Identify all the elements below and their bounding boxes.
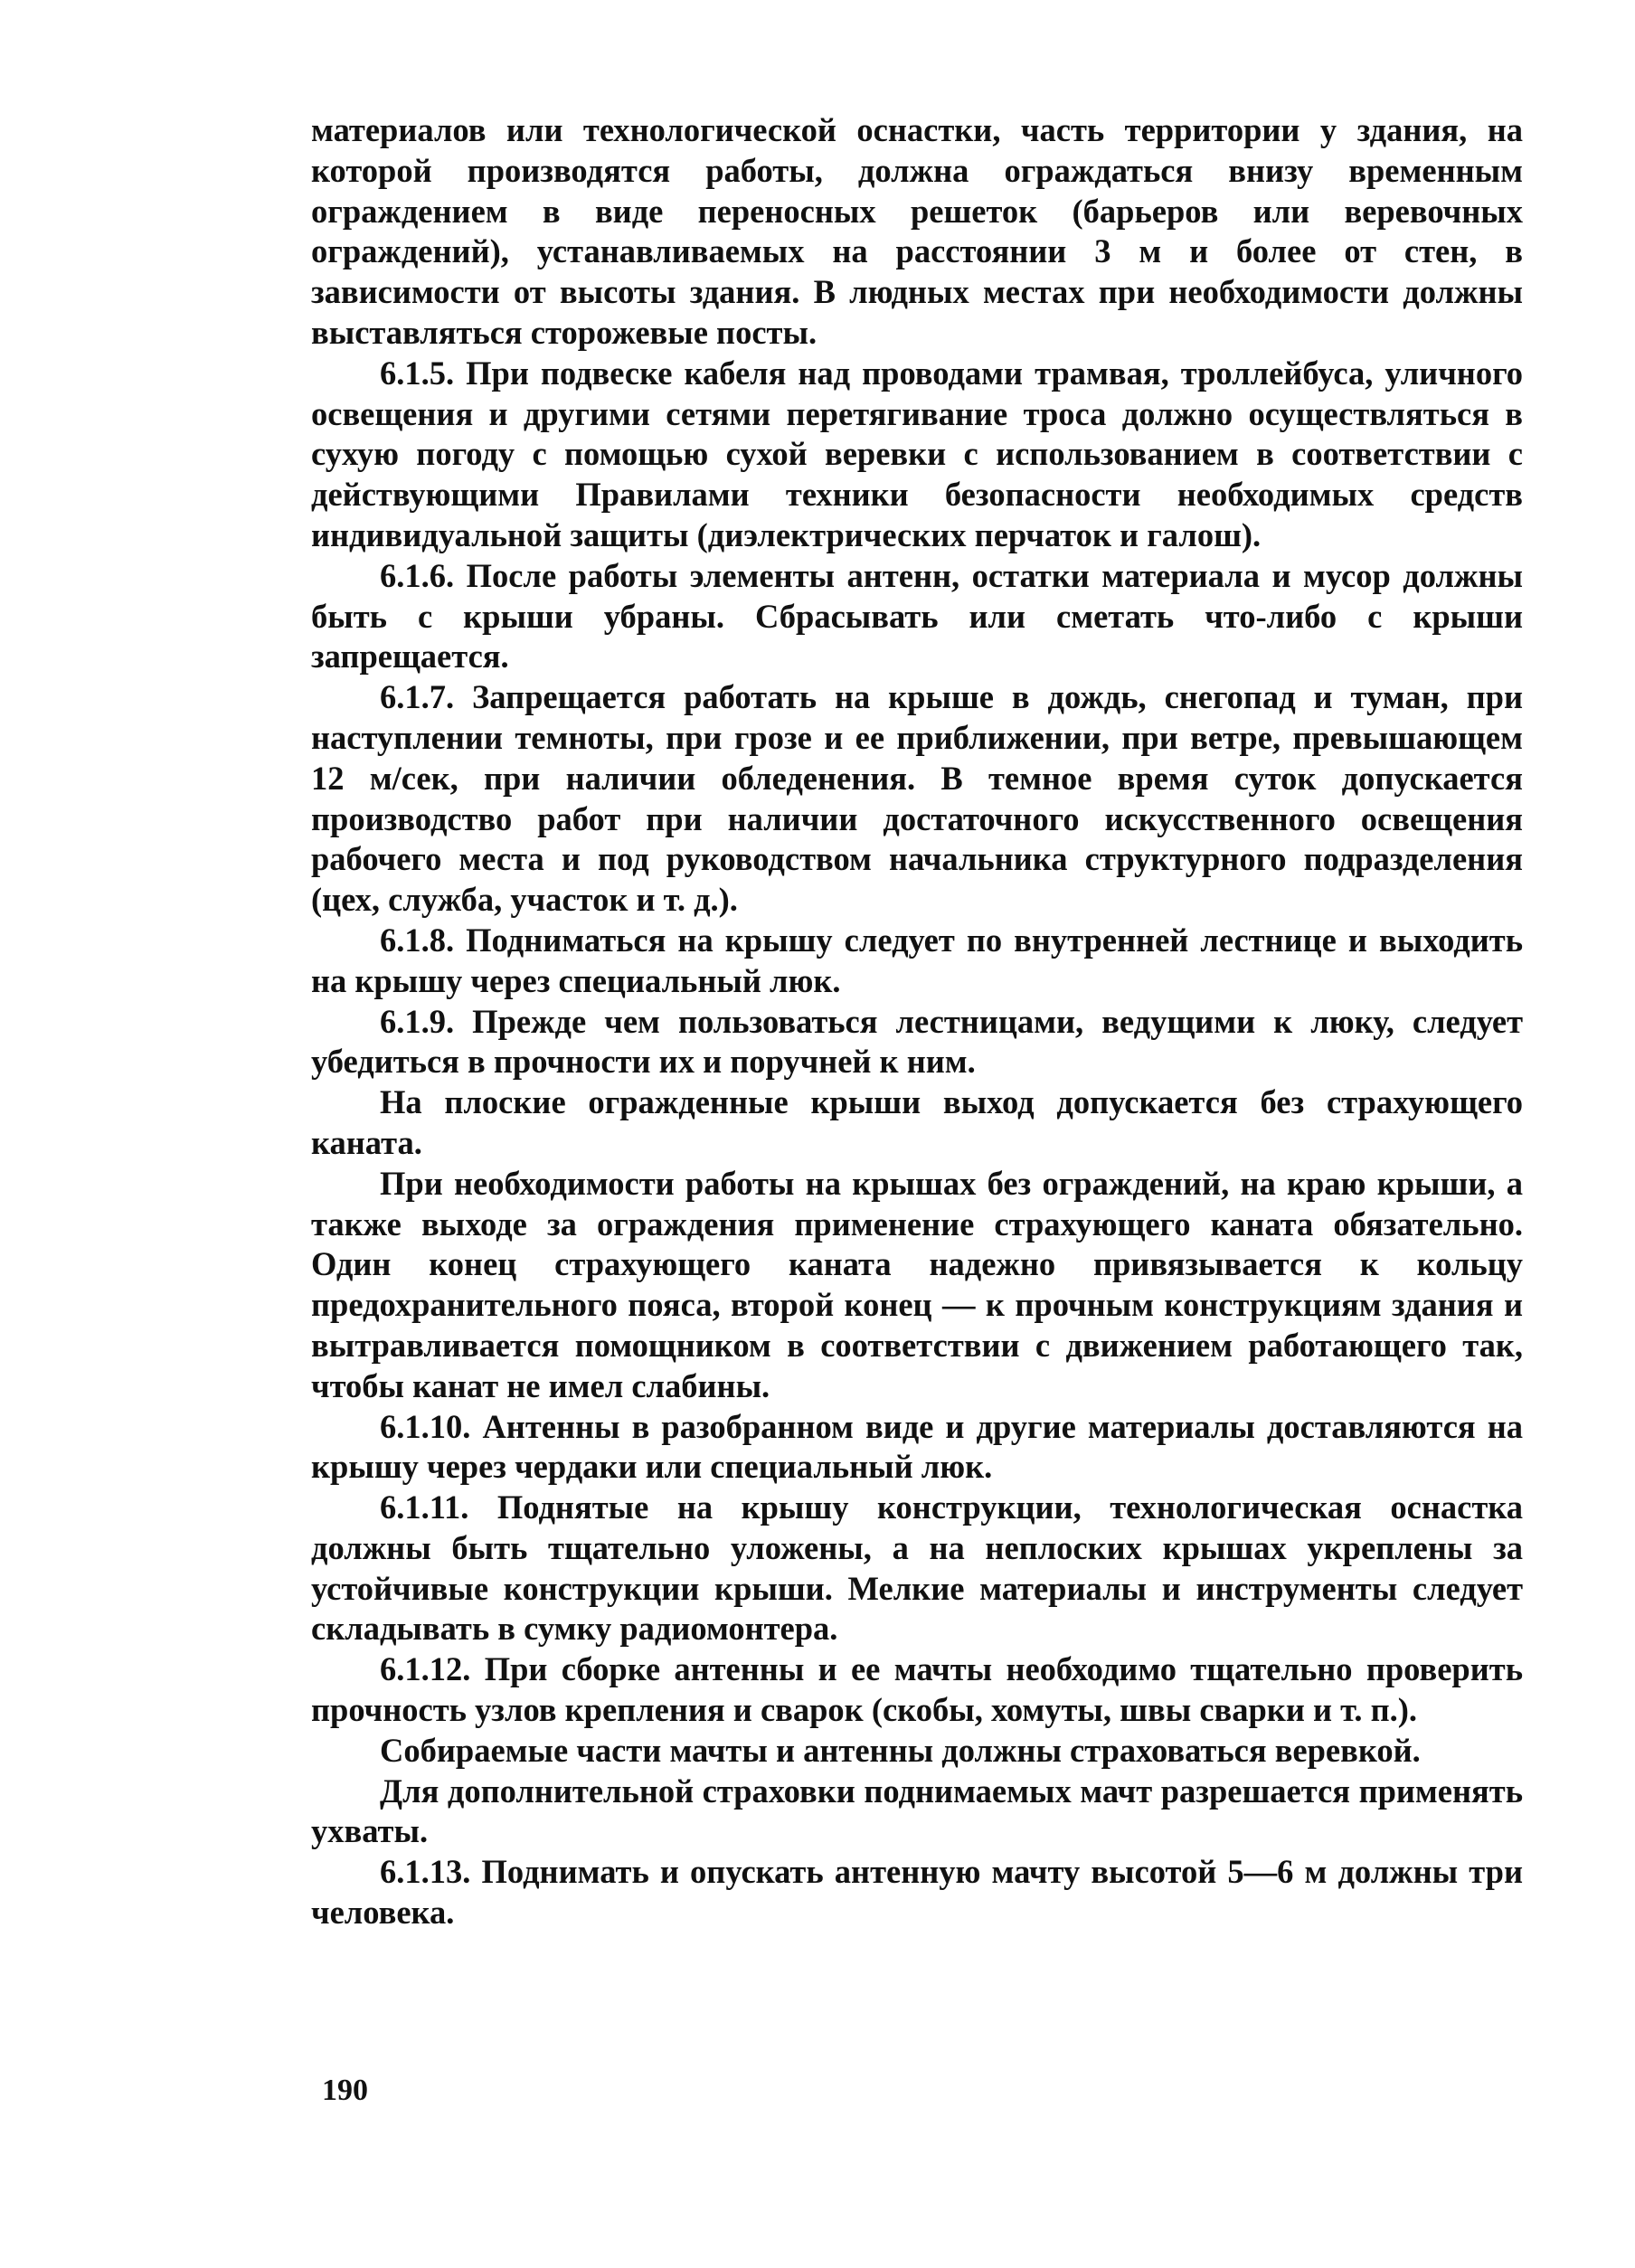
page-number: 190 bbox=[322, 2074, 368, 2107]
paragraph-6-1-13: 6.1.13. Поднимать и опускать антенную мачту высотой 5—6 м должны три человека. bbox=[311, 1853, 1523, 1932]
paragraph-6-1-11: 6.1.11. Поднятые на крышу конструкции, технологическая оснастка должны быть тщательно уложены, а на неплоских крышах укреплены за устойчивые конструкции крыши. Мелкие материалы и инструменты следует складывать в сумку радиомонтера. bbox=[311, 1488, 1523, 1648]
paragraph-6-1-10: 6.1.10. Антенны в разобранном виде и другие материалы доставляются на крышу через чердаки или специальный люк. bbox=[311, 1407, 1523, 1486]
paragraph-6-1-7: 6.1.7. Запрещается работать на крыше в дождь, снегопад и туман, при наступлении темноты, при грозе и ее приближении, при ветре, превышающем 12 м/сек, при наличии обледенения. В темное время суток допускается производство работ при наличии достаточного искусственного освещения рабочего места и под руководством начальника структурного подразделения (цех, служба, участок и т. д.). bbox=[311, 678, 1523, 919]
paragraph-6-1-9: 6.1.9. Прежде чем пользоваться лестницами, ведущими к люку, следует убедиться в прочности их и поручней к ним. bbox=[311, 1002, 1523, 1081]
paragraph-flat-roofs: На плоские огражденные крыши выход допускается без страхующего каната. bbox=[311, 1083, 1523, 1161]
body-text bbox=[311, 110, 1523, 1933]
paragraph-guys: Для дополнительной страховки поднимаемых мачт разрешается применять ухваты. bbox=[311, 1772, 1523, 1850]
paragraph-6-1-5: 6.1.5. При подвеске кабеля над проводами трамвая, троллейбуса, уличного освещения и другими сетями перетягивание троса должно осуществляться в сухую погоду с помощью сухой веревки с использованием в соответствии с действующими Правилами техники безопасности необходимых средств индивидуальной защиты (диэлектрических перчаток и галош). bbox=[311, 354, 1523, 553]
paragraph-6-1-6: 6.1.6. После работы элементы антенн, остатки материала и мусор должны быть с крыши убраны. Сбрасывать или сметать что-либо с крыши запрещается. bbox=[311, 556, 1523, 676]
paragraph-mast-parts: Собираемые части мачты и антенны должны страховаться веревкой. bbox=[380, 1731, 1421, 1769]
paragraph-safety-rope: При необходимости работы на крышах без ограждений, на краю крыши, а также выходе за ограждения применение страхующего каната обязательно. Один конец страхующего каната надежно привязывается к кольцу предохранительного пояса, второй конец — к прочным конструкциям здания и вытравливается помощником в соответствии с движением работающего так, чтобы канат не имел слабины. bbox=[311, 1164, 1523, 1404]
paragraph-continuation: материалов или технологической оснастки, часть территории у здания, на которой производятся работы, должна ограждаться внизу временным ограждением в виде переносных решеток (барьеров или веревочных ограждений), устанавливаемых на расстоянии 3 м и более от стен, в зависимости от высоты здания. В людных местах при необходимости должны выставляться сторожевые посты. bbox=[311, 111, 1523, 351]
paragraph-6-1-12: 6.1.12. При сборке антенны и ее мачты необходимо тщательно проверить прочность узлов крепления и сварок (скобы, хомуты, швы сварки и т. п.). bbox=[311, 1650, 1523, 1729]
paragraph-6-1-8: 6.1.8. Подниматься на крышу следует по внутренней лестнице и выходить на крышу через специальный люк. bbox=[311, 921, 1523, 999]
